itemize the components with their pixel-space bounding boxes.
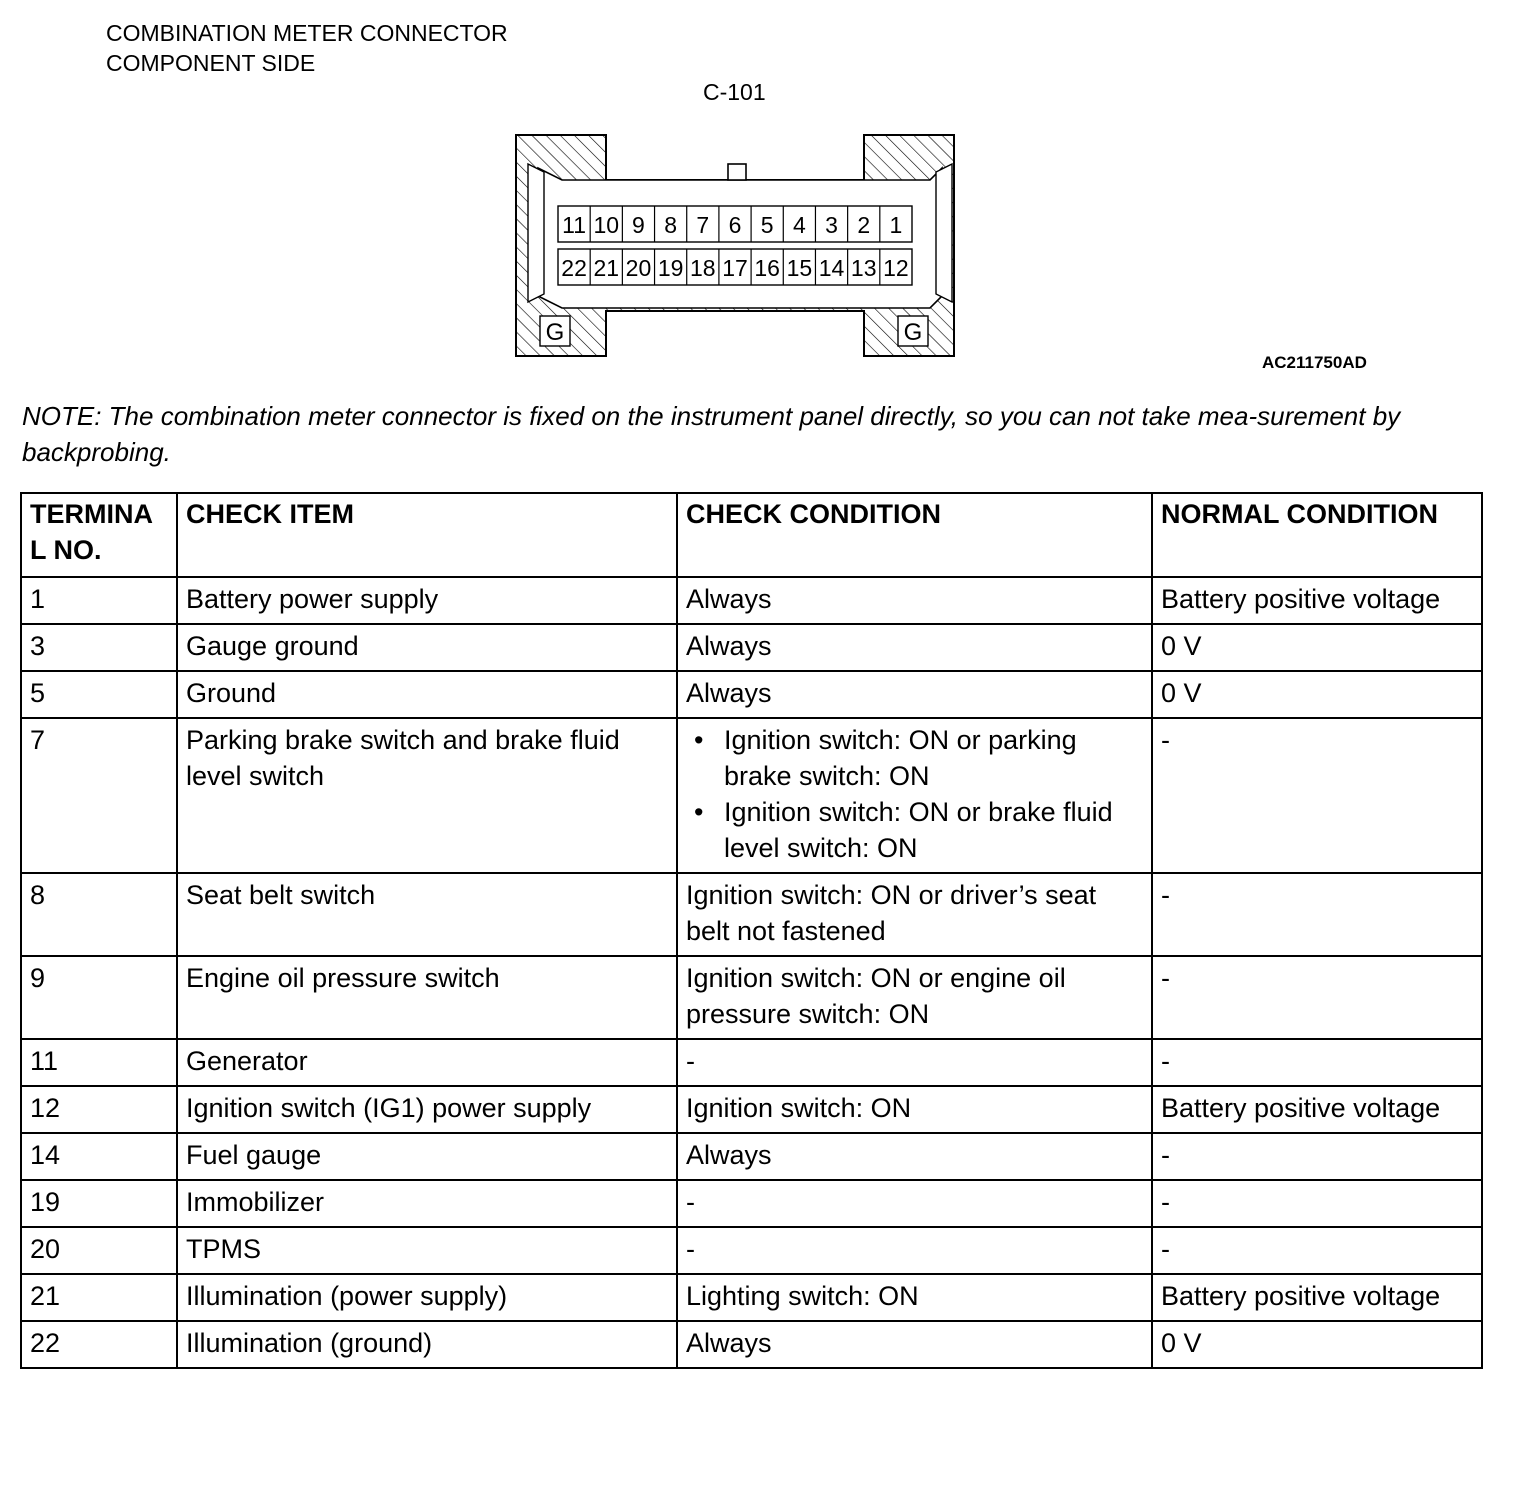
header-normal-condition: NORMAL CONDITION: [1152, 493, 1482, 577]
cell-normal: -: [1152, 1227, 1482, 1274]
cell-normal: -: [1152, 1180, 1482, 1227]
pin-number: 1: [889, 212, 903, 238]
cell-condition: [677, 718, 1152, 873]
cell-item: Ground: [177, 671, 677, 718]
cell-item: Illumination (ground): [177, 1321, 677, 1368]
table-row: [21, 1227, 1482, 1274]
pin-number: 14: [818, 255, 845, 281]
cell-terminal: 12: [21, 1086, 177, 1133]
cell-terminal: 19: [21, 1180, 177, 1227]
diagram-title: [106, 18, 508, 78]
cell-condition: Always: [677, 577, 1152, 624]
cell-condition: Always: [677, 1321, 1152, 1368]
pin-number: 9: [632, 212, 645, 238]
cell-terminal: 3: [21, 624, 177, 671]
table-row: [21, 1039, 1482, 1086]
cell-terminal: 1: [21, 577, 177, 624]
header-check-item: CHECK ITEM: [177, 493, 677, 577]
pin-number: 19: [657, 255, 684, 281]
table-row: [21, 1180, 1482, 1227]
pin-number: 4: [792, 212, 806, 238]
diagram-title-line2: COMPONENT SIDE: [106, 50, 316, 76]
cell-normal: -: [1152, 718, 1482, 873]
cell-item: TPMS: [177, 1227, 677, 1274]
pin-number: 18: [690, 255, 716, 281]
cell-condition: Always: [677, 1133, 1152, 1180]
cell-item: Illumination (power supply): [177, 1274, 677, 1321]
pin-number: 5: [760, 212, 774, 238]
diagram-title-line1: COMBINATION METER CONNECTOR: [106, 20, 508, 46]
right-latch: [936, 164, 952, 302]
cell-terminal: 7: [21, 718, 177, 873]
cell-normal: -: [1152, 956, 1482, 1039]
left-latch: [528, 164, 544, 302]
ground-label-left: G: [545, 319, 565, 346]
cell-item: Gauge ground: [177, 624, 677, 671]
pin-number: 12: [883, 255, 909, 281]
cell-condition: -: [677, 1039, 1152, 1086]
connector-id: C-101: [703, 79, 766, 105]
table-row: [21, 718, 1482, 873]
cell-item: Ignition switch (IG1) power supply: [177, 1086, 677, 1133]
table-row: [21, 624, 1482, 671]
pin-number: 3: [825, 212, 838, 238]
pins-bottom: [561, 249, 908, 285]
header-terminal-no: TERMINA L NO.: [21, 493, 177, 577]
terminal-check-table: [20, 492, 1483, 1369]
cell-terminal: 22: [21, 1321, 177, 1368]
cell-condition: Always: [677, 624, 1152, 671]
cell-condition: Lighting switch: ON: [677, 1274, 1152, 1321]
table-row: [21, 1274, 1482, 1321]
table-header-row: [21, 493, 1482, 577]
cell-terminal: 5: [21, 671, 177, 718]
table-row: [21, 956, 1482, 1039]
cell-terminal: 8: [21, 873, 177, 956]
pin-number: 11: [562, 212, 587, 238]
cell-normal: -: [1152, 873, 1482, 956]
connector-key: [728, 164, 746, 180]
cell-condition: Ignition switch: ON or driver’s seat belt not fastened: [677, 873, 1152, 956]
cell-terminal: 21: [21, 1274, 177, 1321]
condition-bullet-list: [686, 722, 1143, 866]
pin-number: 22: [561, 255, 587, 281]
pin-number: 16: [754, 255, 780, 281]
cell-item: Battery power supply: [177, 577, 677, 624]
cell-normal: -: [1152, 1039, 1482, 1086]
table-row: [21, 1321, 1482, 1368]
cell-condition: Ignition switch: ON or engine oil pressure switch: ON: [677, 956, 1152, 1039]
pin-number: 21: [593, 255, 620, 281]
condition-bullet: • Ignition switch: ON or brake fluid level switch: ON: [724, 794, 1143, 866]
cell-normal: 0 V: [1152, 624, 1482, 671]
table-row: [21, 1133, 1482, 1180]
pin-number: 6: [728, 212, 742, 238]
pin-number: 10: [593, 212, 620, 238]
connector-diagram: [510, 128, 970, 363]
cell-normal: Battery positive voltage: [1152, 1086, 1482, 1133]
table-row: [21, 577, 1482, 624]
cell-item: Seat belt switch: [177, 873, 677, 956]
cell-terminal: 14: [21, 1133, 177, 1180]
pin-number: 20: [625, 255, 652, 281]
header-check-condition: CHECK CONDITION: [677, 493, 1152, 577]
cell-normal: 0 V: [1152, 1321, 1482, 1368]
note-text: NOTE: The combination meter connector is fixed on the instrument panel directly, so you can not take mea-surement by backprobing.: [22, 401, 1401, 467]
table-row: [21, 671, 1482, 718]
pin-number: 7: [696, 212, 710, 238]
cell-terminal: 20: [21, 1227, 177, 1274]
condition-bullet: • Ignition switch: ON or parking brake switch: ON: [724, 722, 1143, 794]
cell-normal: -: [1152, 1133, 1482, 1180]
cell-normal: Battery positive voltage: [1152, 1274, 1482, 1321]
cell-condition: Ignition switch: ON: [677, 1086, 1152, 1133]
cell-item: Fuel gauge: [177, 1133, 677, 1180]
cell-item: Immobilizer: [177, 1180, 677, 1227]
cell-normal: Battery positive voltage: [1152, 577, 1482, 624]
cell-terminal: 11: [21, 1039, 177, 1086]
cell-condition: -: [677, 1227, 1152, 1274]
figure-code: AC211750AD: [1262, 353, 1367, 372]
table-row: [21, 1086, 1482, 1133]
ground-label-right: G: [903, 319, 923, 346]
cell-item: Engine oil pressure switch: [177, 956, 677, 1039]
cell-terminal: 9: [21, 956, 177, 1039]
pin-number: 8: [664, 212, 678, 238]
table-row: [21, 873, 1482, 956]
cell-condition: -: [677, 1180, 1152, 1227]
pin-number: 13: [850, 255, 877, 281]
cell-condition: Always: [677, 671, 1152, 718]
cell-item: Parking brake switch and brake fluid level switch: [177, 718, 677, 873]
pin-number: 17: [722, 255, 748, 281]
pin-number: 15: [786, 255, 813, 281]
pin-number: 2: [857, 212, 871, 238]
cell-normal: 0 V: [1152, 671, 1482, 718]
cell-item: Generator: [177, 1039, 677, 1086]
